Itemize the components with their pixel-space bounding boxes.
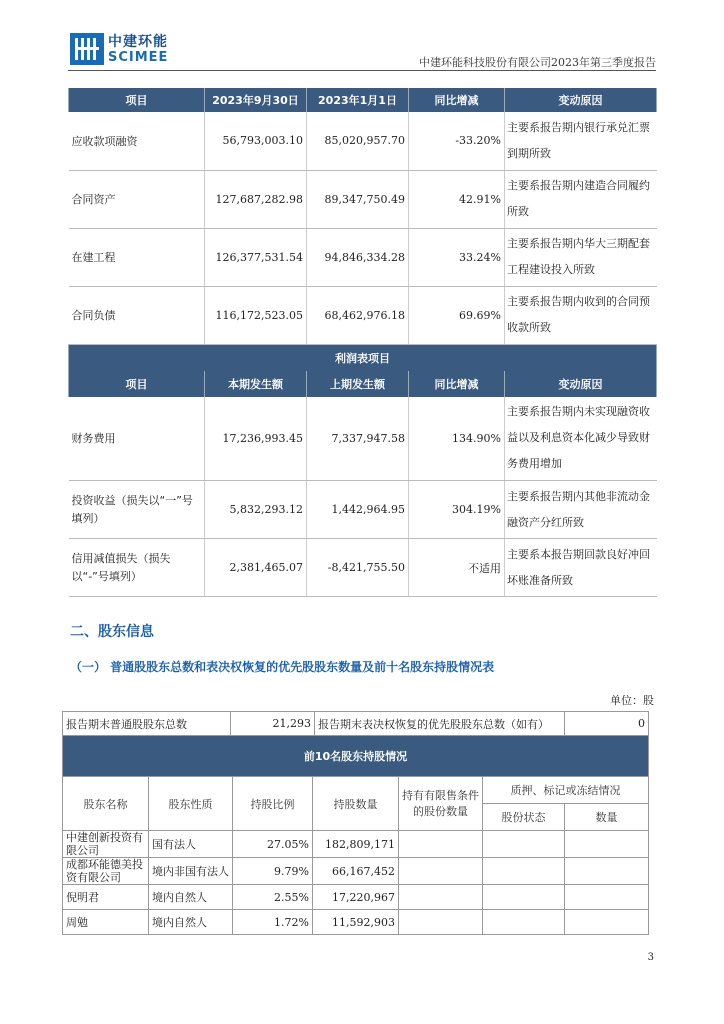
col-header: 持有有限售条件的股份数量 xyxy=(399,777,483,831)
col-header: 项目 xyxy=(69,88,205,112)
share-qty: 182,809,171 xyxy=(313,831,399,858)
share-qty: 66,167,452 xyxy=(313,858,399,885)
value-cell: 116,172,523.05 xyxy=(205,286,307,344)
col-header: 2023年9月30日 xyxy=(205,88,307,112)
change-cell: 不适用 xyxy=(409,539,505,597)
logo-mark-icon xyxy=(70,33,104,65)
table-title-row xyxy=(63,736,649,777)
value-cell: 126,377,531.54 xyxy=(205,228,307,286)
logo-text-cn: 中建环能 xyxy=(108,33,168,50)
table-title: 前10名股东持股情况 xyxy=(63,736,649,777)
item-cell: 信用减值损失（损失以“-”号填列） xyxy=(69,539,205,597)
document-title: 中建环能科技股份有限公司2023年第三季度报告 xyxy=(419,56,656,69)
header-divider xyxy=(68,70,656,71)
value-cell: 89,347,750.49 xyxy=(307,170,409,228)
col-header: 同比增减 xyxy=(409,88,505,112)
table-row xyxy=(63,885,649,910)
col-header: 股东名称 xyxy=(63,777,149,831)
col-header: 2023年1月1日 xyxy=(307,88,409,112)
reason-cell: 主要系报告期内其他非流动金 融资产分红所致 xyxy=(505,481,657,539)
company-logo xyxy=(70,33,168,65)
table-row xyxy=(69,539,657,597)
col-header: 持股比例 xyxy=(233,777,313,831)
change-cell: -33.20% xyxy=(409,112,505,170)
reason-cell: 主要系本报告期回款良好冲回 坏账准备所致 xyxy=(505,539,657,597)
table-row xyxy=(69,112,657,170)
col-header: 本期发生额 xyxy=(205,371,307,397)
page-number: 3 xyxy=(647,952,654,963)
item-cell: 财务费用 xyxy=(69,397,205,481)
item-cell: 合同资产 xyxy=(69,170,205,228)
share-ratio: 9.79% xyxy=(233,858,313,885)
item-cell: 应收款项融资 xyxy=(69,112,205,170)
summary-label: 报告期末表决权恢复的优先股股东总数（如有） xyxy=(315,712,565,736)
reason-cell: 主要系报告期内建造合同履约 所致 xyxy=(505,170,657,228)
table-row xyxy=(63,831,649,858)
unit-label: 单位：股 xyxy=(610,694,654,707)
col-header: 项目 xyxy=(69,371,205,397)
value-cell: 7,337,947.58 xyxy=(307,397,409,481)
shareholder-nature: 境内非国有法人 xyxy=(149,858,233,885)
table-row xyxy=(63,910,649,935)
reason-cell: 主要系报告期内收到的合同预 收款所致 xyxy=(505,286,657,344)
change-cell: 33.24% xyxy=(409,228,505,286)
table-row xyxy=(69,481,657,539)
section-title: 利润表项目 xyxy=(69,344,657,371)
shareholder-name: 中建创新投资有限公司 xyxy=(63,831,149,858)
col-header: 同比增减 xyxy=(409,371,505,397)
col-header: 变动原因 xyxy=(505,371,657,397)
value-cell: 2,381,465.07 xyxy=(205,539,307,597)
share-qty: 17,220,967 xyxy=(313,885,399,910)
col-header: 质押、标记或冻结情况 xyxy=(483,777,649,804)
value-cell: 1,442,964.95 xyxy=(307,481,409,539)
value-cell: -8,421,755.50 xyxy=(307,539,409,597)
summary-value: 0 xyxy=(565,712,649,736)
change-cell: 134.90% xyxy=(409,397,505,481)
reason-cell: 主要系报告期内华大三期配套 工程建设投入所致 xyxy=(505,228,657,286)
table-row xyxy=(63,712,649,736)
header-row xyxy=(63,777,649,804)
share-ratio: 2.55% xyxy=(233,885,313,910)
value-cell: 56,793,003.10 xyxy=(205,112,307,170)
col-header: 持股数量 xyxy=(313,777,399,831)
shareholder-nature: 境内自然人 xyxy=(149,885,233,910)
item-cell: 在建工程 xyxy=(69,228,205,286)
col-header: 股份状态 xyxy=(483,804,565,831)
subsection-heading: （一） 普通股股东总数和表决权恢复的优先股股东数量及前十名股东持股情况表 xyxy=(70,660,495,674)
item-cell: 合同负债 xyxy=(69,286,205,344)
col-header: 变动原因 xyxy=(505,88,657,112)
table-row xyxy=(63,858,649,885)
value-cell: 94,846,334.28 xyxy=(307,228,409,286)
col-header: 股东性质 xyxy=(149,777,233,831)
value-cell: 127,687,282.98 xyxy=(205,170,307,228)
table-row xyxy=(69,170,657,228)
top10-shareholders-table xyxy=(62,735,649,935)
item-cell: 投资收益（损失以“一”号填列） xyxy=(69,481,205,539)
section-heading: 二、股东信息 xyxy=(70,624,154,640)
value-cell: 68,462,976.18 xyxy=(307,286,409,344)
value-cell: 17,236,993.45 xyxy=(205,397,307,481)
table-row xyxy=(69,286,657,344)
col-header: 上期发生额 xyxy=(307,371,409,397)
summary-label: 报告期末普通股股东总数 xyxy=(63,712,231,736)
change-cell: 304.19% xyxy=(409,481,505,539)
table-row xyxy=(69,228,657,286)
summary-value: 21,293 xyxy=(231,712,315,736)
reason-cell: 主要系报告期内银行承兑汇票 到期所致 xyxy=(505,112,657,170)
share-ratio: 1.72% xyxy=(233,910,313,935)
share-qty: 11,592,903 xyxy=(313,910,399,935)
balance-sheet-changes-table xyxy=(68,88,657,597)
table-row xyxy=(69,397,657,481)
shareholder-name: 倪明君 xyxy=(63,885,149,910)
logo-text-en: SCIMEE xyxy=(108,49,169,65)
shareholder-nature: 境内自然人 xyxy=(149,910,233,935)
shareholder-name: 周勉 xyxy=(63,910,149,935)
reason-cell: 主要系报告期内未实现融资收 益以及利息资本化减少导致财 务费用增加 xyxy=(505,397,657,481)
value-cell: 85,020,957.70 xyxy=(307,112,409,170)
shareholder-nature: 国有法人 xyxy=(149,831,233,858)
value-cell: 5,832,293.12 xyxy=(205,481,307,539)
share-ratio: 27.05% xyxy=(233,831,313,858)
shareholder-summary-table xyxy=(62,711,649,736)
change-cell: 42.91% xyxy=(409,170,505,228)
income-section-header xyxy=(69,344,657,371)
col-header: 数量 xyxy=(565,804,649,831)
shareholder-name: 成都环能德美投资有限公司 xyxy=(63,858,149,885)
change-cell: 69.69% xyxy=(409,286,505,344)
